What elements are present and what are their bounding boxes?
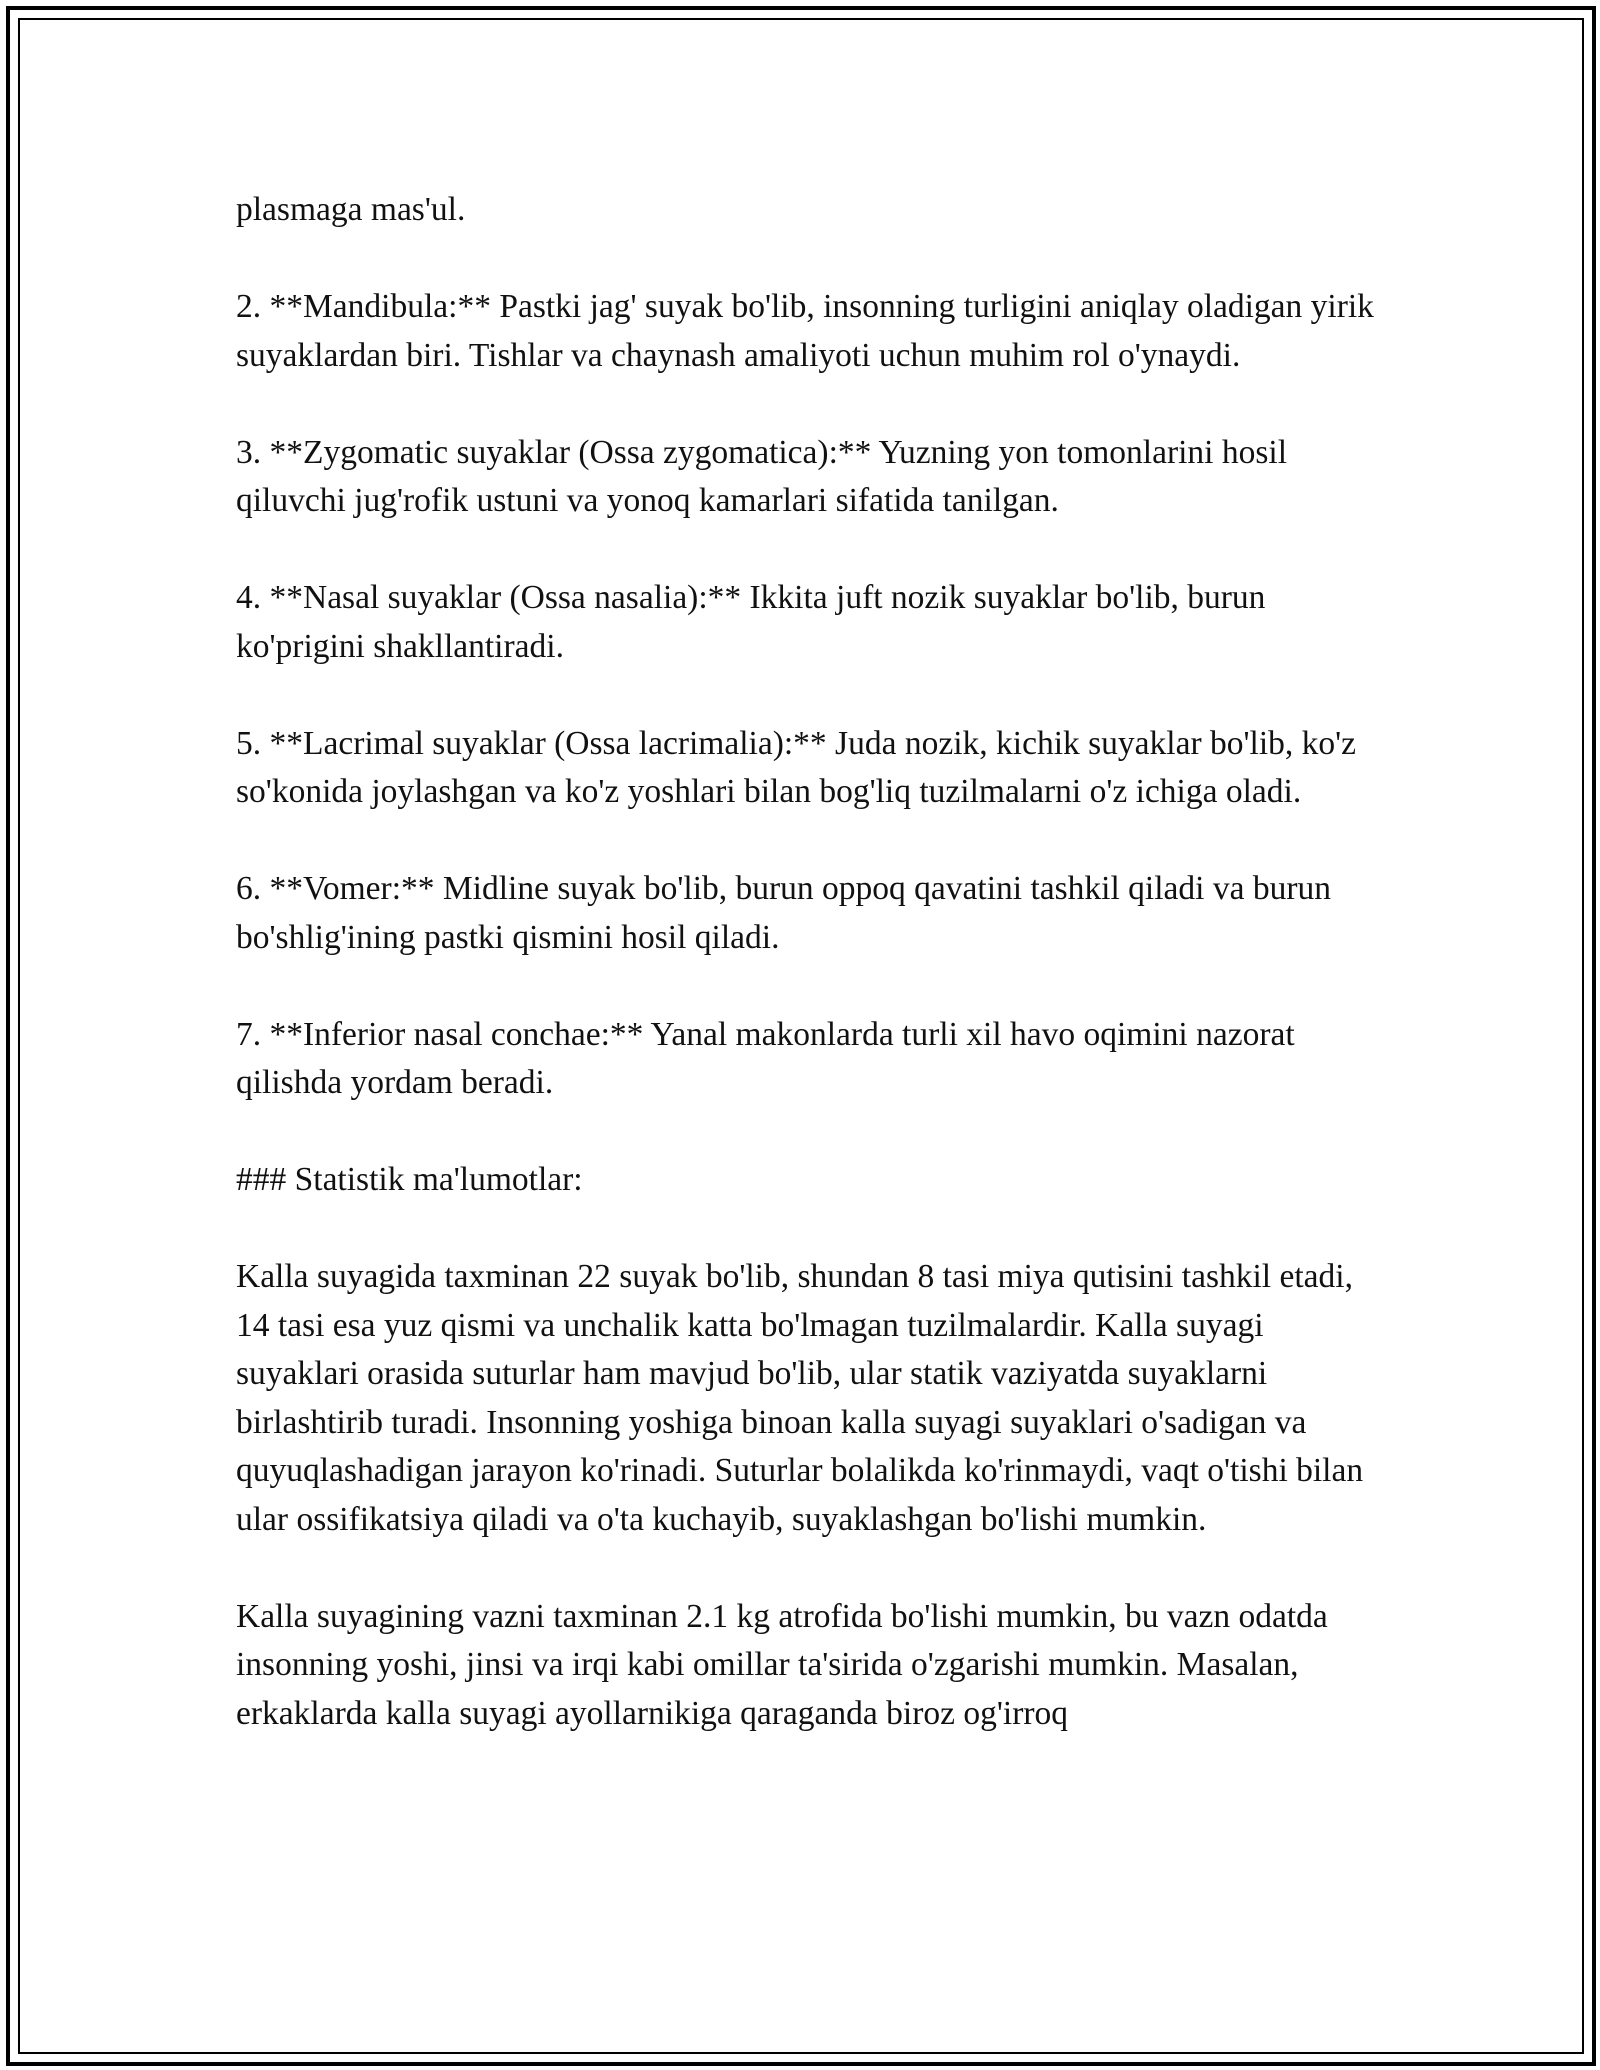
paragraph-nasal: 4. **Nasal suyaklar (Ossa nasalia):** Ikkita juft nozik suyaklar bo'lib, burun ko'prigini shakllantiradi. [236,579,1266,665]
paragraph-statistics-weight: Kalla suyagining vazni taxminan 2.1 kg atrofida bo'lishi mumkin, bu vazn odatda insonning yoshi, jinsi va irqi kabi omillar ta'sirida o'zgarishi mumkin. Masalan, erkaklarda kalla suyagi ayollarnikiga qaraganda biroz og'irroq [236,1597,1328,1732]
document-body [236,186,1386,1787]
section-heading-statistics: ### Statistik ma'lumotlar: [236,1161,583,1198]
paragraph-inferior-nasal-conchae: 7. **Inferior nasal conchae:** Yanal makonlarda turli xil havo oqimini nazorat qilishda yordam beradi. [236,1015,1295,1101]
paragraph-vomer: 6. **Vomer:** Midline suyak bo'lib, burun oppoq qavatini tashkil qiladi va burun bo'shlig'ining pastki qismini hosil qiladi. [236,870,1331,956]
paragraph-mandibula: 2. **Mandibula:** Pastki jag' suyak bo'lib, insonning turligini aniqlay oladigan yirik suyaklardan biri. Tishlar va chaynash amaliyoti uchun muhim rol o'ynaydi. [236,288,1374,374]
paragraph-lacrimal: 5. **Lacrimal suyaklar (Ossa lacrimalia):** Juda nozik, kichik suyaklar bo'lib, ko'z so'konida joylashgan va ko'z yoshlari bilan bog'liq tuzilmalarni o'z ichiga oladi. [236,724,1357,810]
paragraph-continuation: plasmaga mas'ul. [236,191,466,228]
paragraph-zygomatic: 3. **Zygomatic suyaklar (Ossa zygomatica):** Yuzning yon tomonlarini hosil qiluvchi jug'rofik ustuni va yonoq kamarlari sifatida tanilgan. [236,433,1288,519]
paragraph-statistics-bones: Kalla suyagida taxminan 22 suyak bo'lib, shundan 8 tasi miya qutisini tashkil etadi, 14 tasi esa yuz qismi va unchalik katta bo'lmagan tuzilmalardir. Kalla suyagi suyaklari orasida suturlar ham mavjud bo'lib, ular statik vaziyatda suyaklarni birlashtirib turadi. Insonning yoshiga binoan kalla suyagi suyaklari o'sadigan va quyuqlashadigan jarayon ko'rinadi. Suturlar bolalikda ko'rinmaydi, vaqt o'tishi bilan ular ossifikatsiya qiladi va o'ta kuchayib, suyaklashgan bo'lishi mumkin. [236,1258,1364,1538]
